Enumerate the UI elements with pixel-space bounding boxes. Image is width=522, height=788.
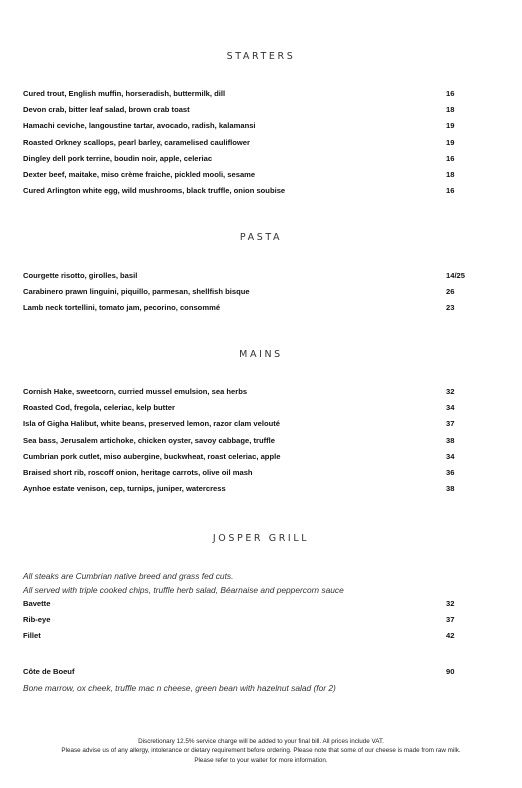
- menu-item: [23, 449, 473, 465]
- dish-name: Bavette: [23, 599, 51, 608]
- dish-name: Roasted Cod, fregola, celeriac, kelp butter: [23, 403, 175, 413]
- mains-list: [23, 384, 473, 497]
- menu-item: [23, 596, 473, 612]
- dish-name: Carabinero prawn linguini, piquillo, parmesan, shellfish bisque: [23, 287, 250, 297]
- menu-item: [23, 167, 473, 183]
- dish-name: Dingley dell pork terrine, boudin noir, apple, celeriac: [23, 153, 213, 163]
- menu-item: [23, 433, 473, 449]
- dish-price: 42: [446, 631, 455, 641]
- menu-item: [23, 465, 473, 481]
- menu-item: [23, 400, 473, 416]
- menu-item: [23, 151, 473, 167]
- pasta-list: [23, 268, 473, 317]
- dish-name: Aynhoe estate venison, cep, turnips, juniper, watercress: [23, 484, 226, 494]
- dish-name: Cured Arlington white egg, wild mushrooms, black truffle, onion soubise: [23, 186, 286, 196]
- steak-origin-note: All steaks are Cumbrian native breed and grass fed cuts.: [23, 571, 234, 581]
- dish-price: 37: [446, 615, 455, 625]
- dish-name: Cured trout, English muffin, horseradish, buttermilk, dill: [23, 89, 226, 98]
- dish-name: Roasted Orkney scallops, pearl barley, caramelised cauliflower: [23, 137, 250, 147]
- dish-name: Isla of Gigha Halibut, white beans, preserved lemon, razor clam velouté: [23, 419, 280, 429]
- dish-price: 36: [446, 467, 455, 477]
- dish-name: Lamb neck tortellini, tomato jam, pecorino, consommé: [23, 303, 221, 313]
- dish-price: 16: [446, 186, 455, 196]
- menu-item: [23, 628, 473, 644]
- dish-name: Courgette risotto, girolles, basil: [23, 271, 138, 280]
- dish-name: Rib-eye: [23, 615, 51, 625]
- dish-price: 32: [446, 387, 455, 396]
- cote-de-boeuf-section: [23, 664, 473, 680]
- waiter-note: Please refer to your waiter for more information.: [194, 756, 328, 764]
- dish-price: 23: [446, 303, 455, 313]
- dish-name: Côte de Boeuf: [23, 667, 75, 676]
- menu-item: [23, 183, 473, 199]
- dish-price: 19: [446, 137, 455, 147]
- menu-item: [23, 135, 473, 151]
- dish-price: 37: [446, 419, 455, 429]
- dish-price: 19: [446, 121, 455, 131]
- starters-heading: STARTERS: [226, 51, 296, 62]
- menu-item: [23, 86, 473, 102]
- footer-notice: [0, 737, 522, 765]
- dish-price: 34: [446, 451, 455, 461]
- starters-list: [23, 86, 473, 199]
- service-charge-note: Discretionary 12.5% service charge will be added to your final bill. All prices include VAT.: [138, 738, 384, 745]
- dish-name: Cumbrian pork cutlet, miso aubergine, buckwheat, roast celeriac, apple: [23, 451, 281, 461]
- dish-price: 16: [446, 153, 455, 163]
- dish-price: 18: [446, 105, 455, 115]
- dish-name: Cornish Hake, sweetcorn, curried mussel emulsion, sea herbs: [23, 387, 248, 396]
- josper-grill-heading: JOSPER GRILL: [212, 533, 310, 544]
- menu-item: [23, 481, 473, 497]
- dish-price: 26: [446, 287, 455, 297]
- menu-item: [23, 268, 473, 284]
- dish-price: 38: [446, 435, 455, 445]
- menu-item: [23, 664, 473, 680]
- dish-price: 16: [446, 89, 455, 98]
- menu-item: [23, 416, 473, 432]
- dish-price: 14/25: [446, 271, 466, 280]
- josper-grill-list: [23, 596, 473, 645]
- allergy-note: Please advise us of any allergy, intolerance or dietary requirement before ordering. Please note that some of our cheese is made from raw milk.: [61, 747, 461, 755]
- dish-price: 90: [446, 667, 455, 676]
- menu-item: [23, 612, 473, 628]
- dish-name: Dexter beef, maitake, miso crème fraiche, pickled mooli, sesame: [23, 169, 256, 179]
- menu-item: [23, 118, 473, 134]
- dish-name: Sea bass, Jerusalem artichoke, chicken oyster, savoy cabbage, truffle: [23, 435, 275, 445]
- dish-name: Hamachi ceviche, langoustine tartar, avocado, radish, kalamansi: [23, 121, 256, 131]
- dish-price: 32: [446, 599, 455, 608]
- menu-item: [23, 284, 473, 300]
- dish-price: 38: [446, 484, 455, 494]
- dish-price: 34: [446, 403, 455, 413]
- dish-name: Devon crab, bitter leaf salad, brown crab toast: [23, 105, 190, 115]
- cote-de-boeuf-note: Bone marrow, ox cheek, truffle mac n cheese, green bean with hazelnut salad (for 2): [23, 683, 336, 693]
- mains-heading: MAINS: [239, 349, 283, 360]
- menu-item: [23, 102, 473, 118]
- dish-name: Fillet: [23, 631, 41, 641]
- menu-item: [23, 384, 473, 400]
- dish-name: Braised short rib, roscoff onion, heritage carrots, olive oil mash: [23, 467, 253, 477]
- steak-sides-note: All served with triple cooked chips, truffle herb salad, Béarnaise and peppercorn sauce: [23, 585, 344, 595]
- dish-price: 18: [446, 169, 455, 179]
- pasta-heading: PASTA: [239, 232, 283, 243]
- menu-item: [23, 300, 473, 316]
